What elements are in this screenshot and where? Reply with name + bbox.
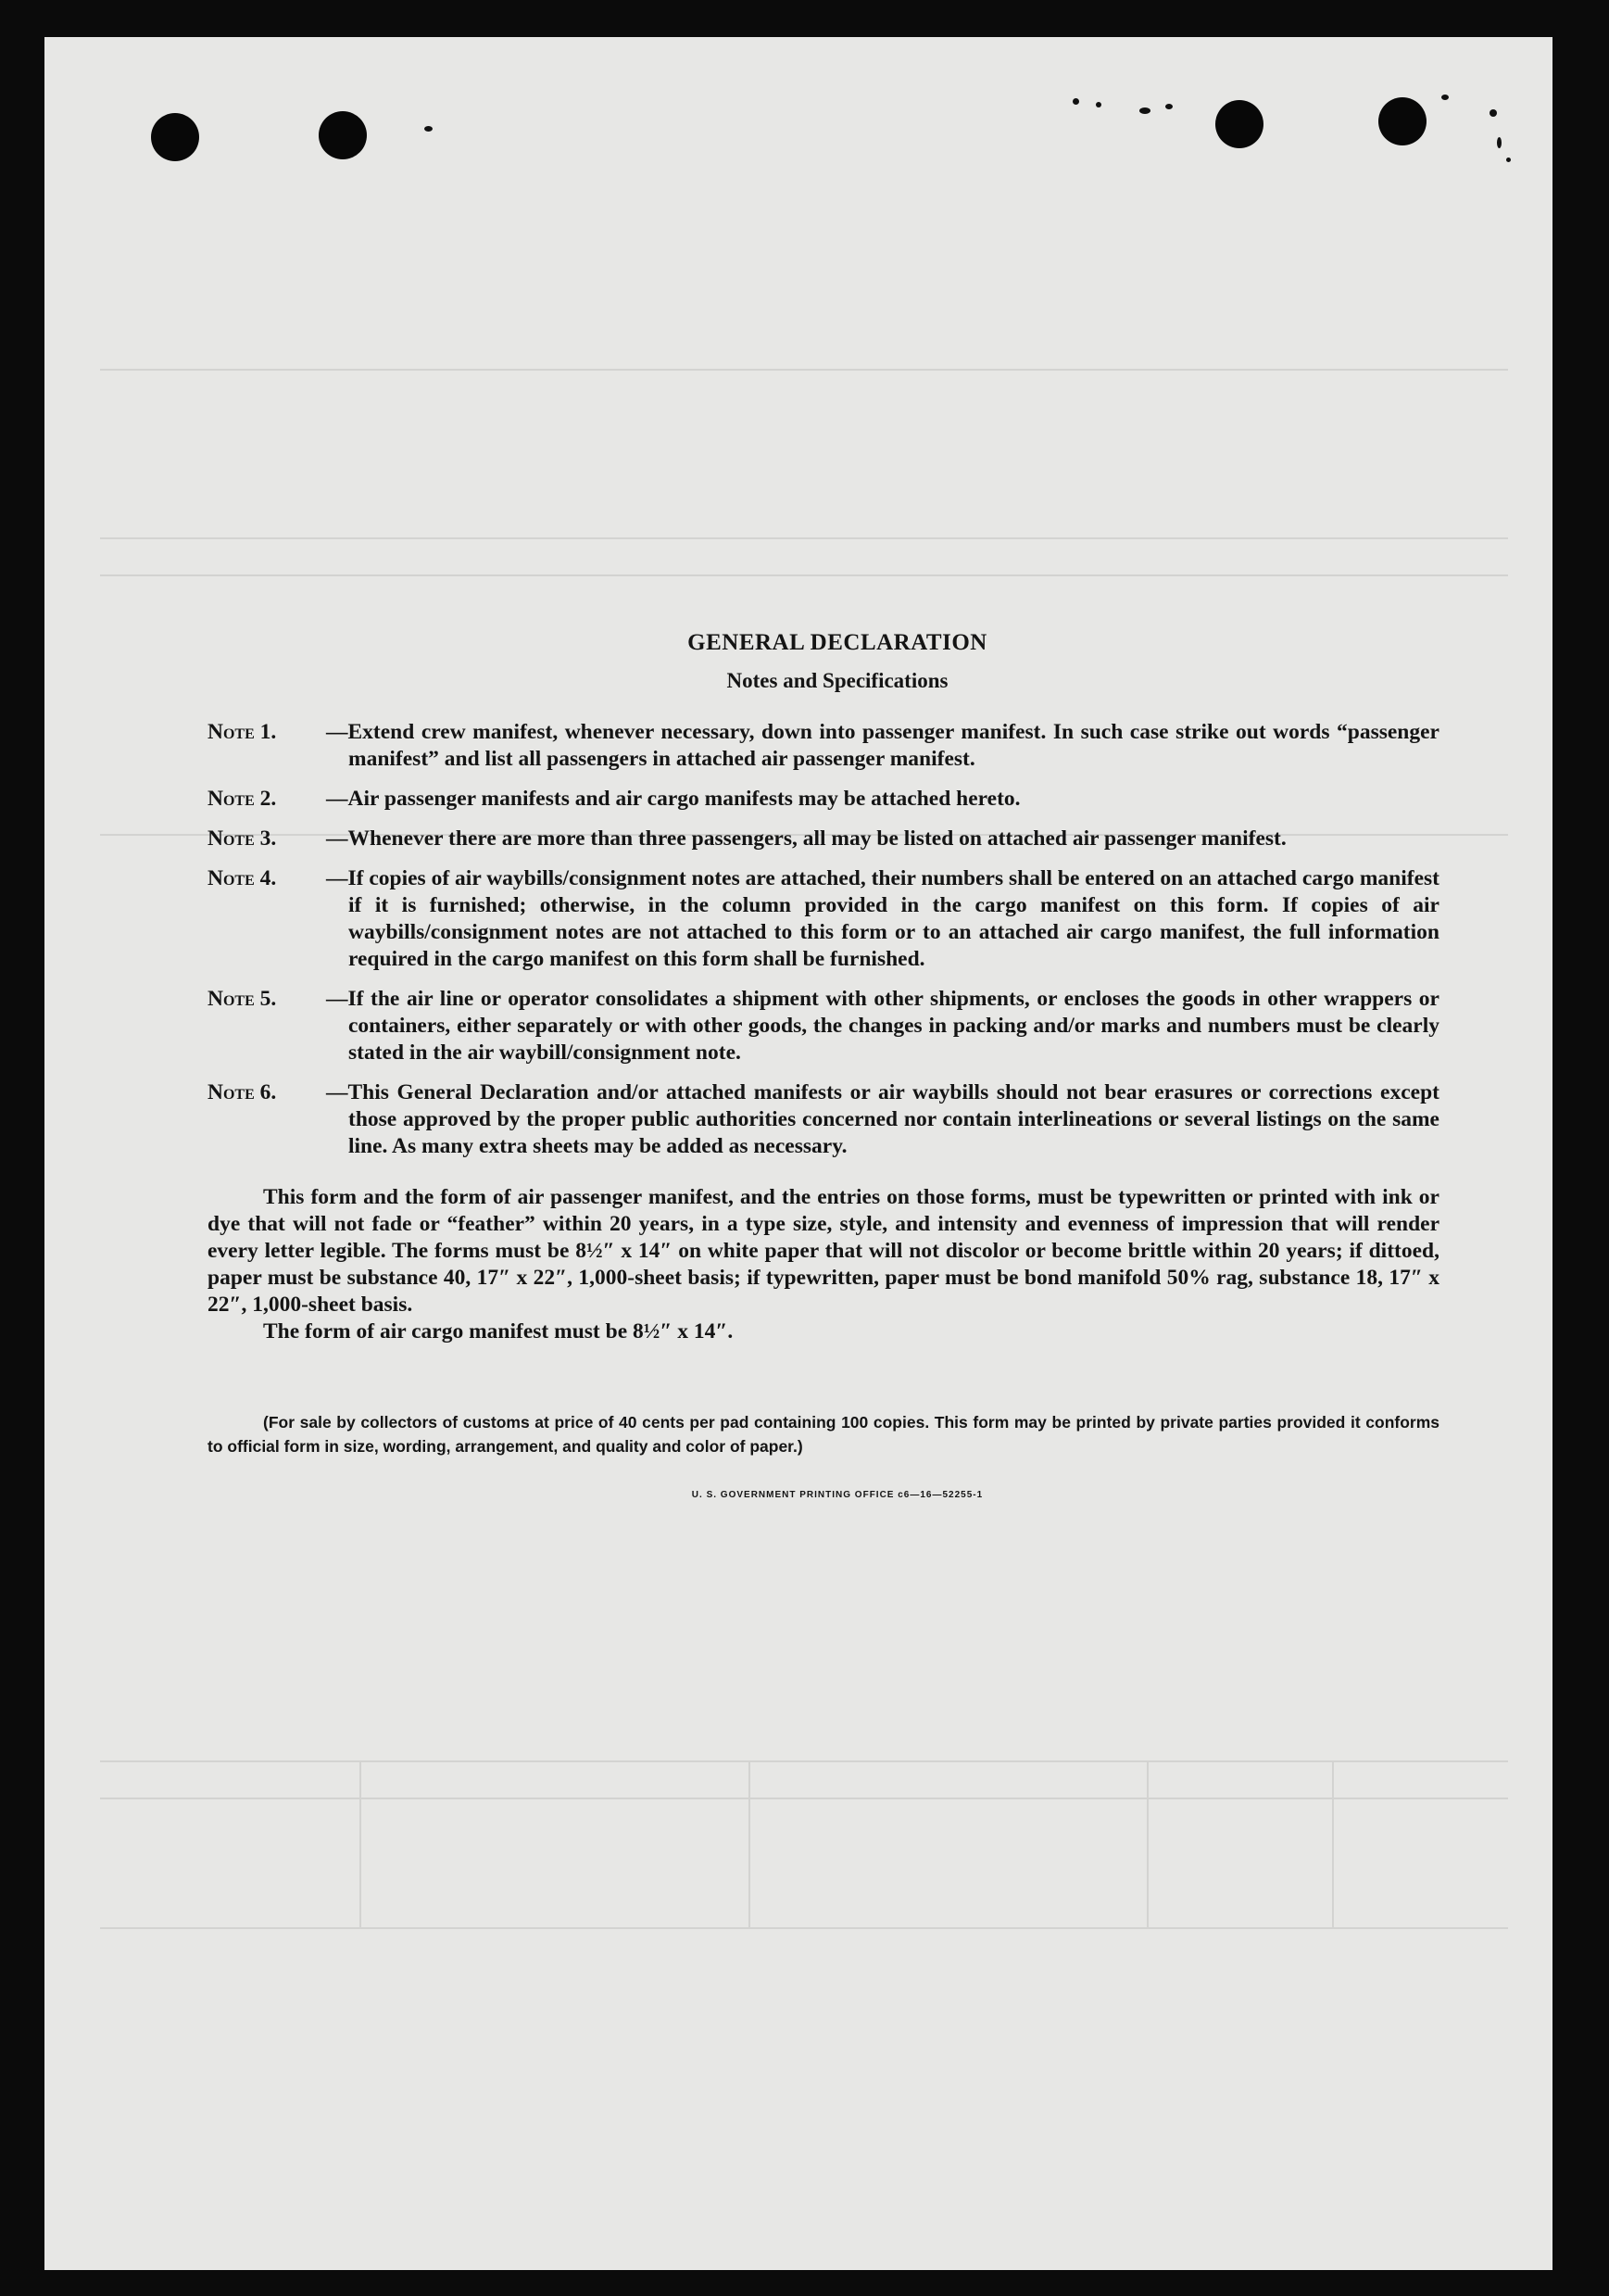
note-text: —Air passenger manifests and air cargo manifests may be attached hereto. [326, 787, 1021, 811]
note-item [207, 826, 1439, 852]
punch-hole [319, 111, 367, 159]
note-label: Note 4. [207, 866, 277, 890]
note-item [207, 786, 1439, 813]
ink-speck [1073, 98, 1079, 105]
note-label: Note 6. [207, 1080, 277, 1104]
bleed-through-line [359, 1760, 361, 1927]
note-item [207, 1079, 1439, 1160]
note-item [207, 986, 1439, 1066]
note-text: —This General Declaration and/or attached manifests or air waybills should not bear erasures or corrections except those approved by the proper public authorities concerned nor contain interlineations or several listings on the same line. As many extra sheets may be added as necessary. [326, 1080, 1439, 1158]
punch-hole [151, 113, 199, 161]
ink-speck [1165, 104, 1173, 109]
note-label: Note 3. [207, 826, 277, 851]
note-text: —Whenever there are more than three passengers, all may be listed on attached air passenger manifest. [326, 826, 1287, 851]
document-page [44, 37, 1552, 2270]
form-specification-paragraph: This form and the form of air passenger manifest, and the entries on those forms, must be typewritten or printed with ink or dye that will not fade or “feather” within 20 years, in a type size, style, and intensity and evenness of impression that will render every letter legible. The forms must be 8½″ x 14″ on white paper that will not discolor or become brittle within 20 years; if dittoed, paper must be substance 40, 17″ x 22″, 1,000-sheet basis; if typewritten, paper must be bond manifold 50% rag, substance 18, 17″ x 22″, 1,000-sheet basis. [207, 1185, 1439, 1317]
note-label: Note 2. [207, 787, 277, 811]
note-text: —Extend crew manifest, whenever necessary, down into passenger manifest. In such case strike out words “passenger manifest” and list all passengers in attached air passenger manifest. [326, 720, 1439, 771]
bleed-through-line [100, 1927, 1508, 1929]
ink-speck [1497, 137, 1502, 148]
bleed-through-line [100, 369, 1508, 371]
note-label: Note 1. [207, 720, 277, 744]
bleed-through-line [100, 537, 1508, 539]
bleed-through-line [100, 1760, 1508, 1762]
bleed-through-line [1147, 1760, 1149, 1927]
punch-hole [1378, 97, 1427, 145]
ink-speck [1139, 107, 1150, 114]
punch-hole [1215, 100, 1263, 148]
ink-speck [1490, 109, 1497, 117]
notes-and-specifications [207, 630, 1439, 1500]
ink-speck [1096, 102, 1101, 107]
printer-imprint: U. S. GOVERNMENT PRINTING OFFICE c6—16—52255-1 [691, 1490, 984, 1500]
ink-speck [1506, 158, 1511, 162]
ink-speck [1441, 95, 1449, 100]
note-text: —If the air line or operator consolidates a shipment with other shipments, or encloses the goods in other wrappers or containers, either separately or with other goods, the changes in packing and/or marks and numbers must be clearly stated in the air waybill/consignment note. [326, 987, 1439, 1065]
note-item [207, 865, 1439, 973]
page-title: GENERAL DECLARATION [687, 630, 987, 655]
sale-notice: (For sale by collectors of customs at price of 40 cents per pad containing 100 copies. This form may be printed by private parties provided it conforms to official form in size, wording, arrangement, and quality and color of paper.) [207, 1413, 1439, 1456]
bleed-through-line [748, 1760, 750, 1927]
page-subtitle: Notes and Specifications [726, 669, 949, 692]
ink-speck [424, 126, 433, 132]
bleed-through-line [100, 1798, 1508, 1799]
notes-list [207, 719, 1439, 1160]
note-label: Note 5. [207, 987, 277, 1011]
note-text: —If copies of air waybills/consignment notes are attached, their numbers shall be entered on an attached cargo manifest if it is furnished; otherwise, in the column provided in the cargo manifest on this form. If copies of air waybills/consignment notes are not attached to this form or to an attached air cargo manifest, the full information required in the cargo manifest on this form shall be furnished. [326, 866, 1439, 971]
bleed-through-line [100, 574, 1508, 576]
note-item [207, 719, 1439, 773]
bleed-through-line [1332, 1760, 1334, 1927]
cargo-manifest-size-line: The form of air cargo manifest must be 8½″ x 14″. [263, 1319, 734, 1344]
